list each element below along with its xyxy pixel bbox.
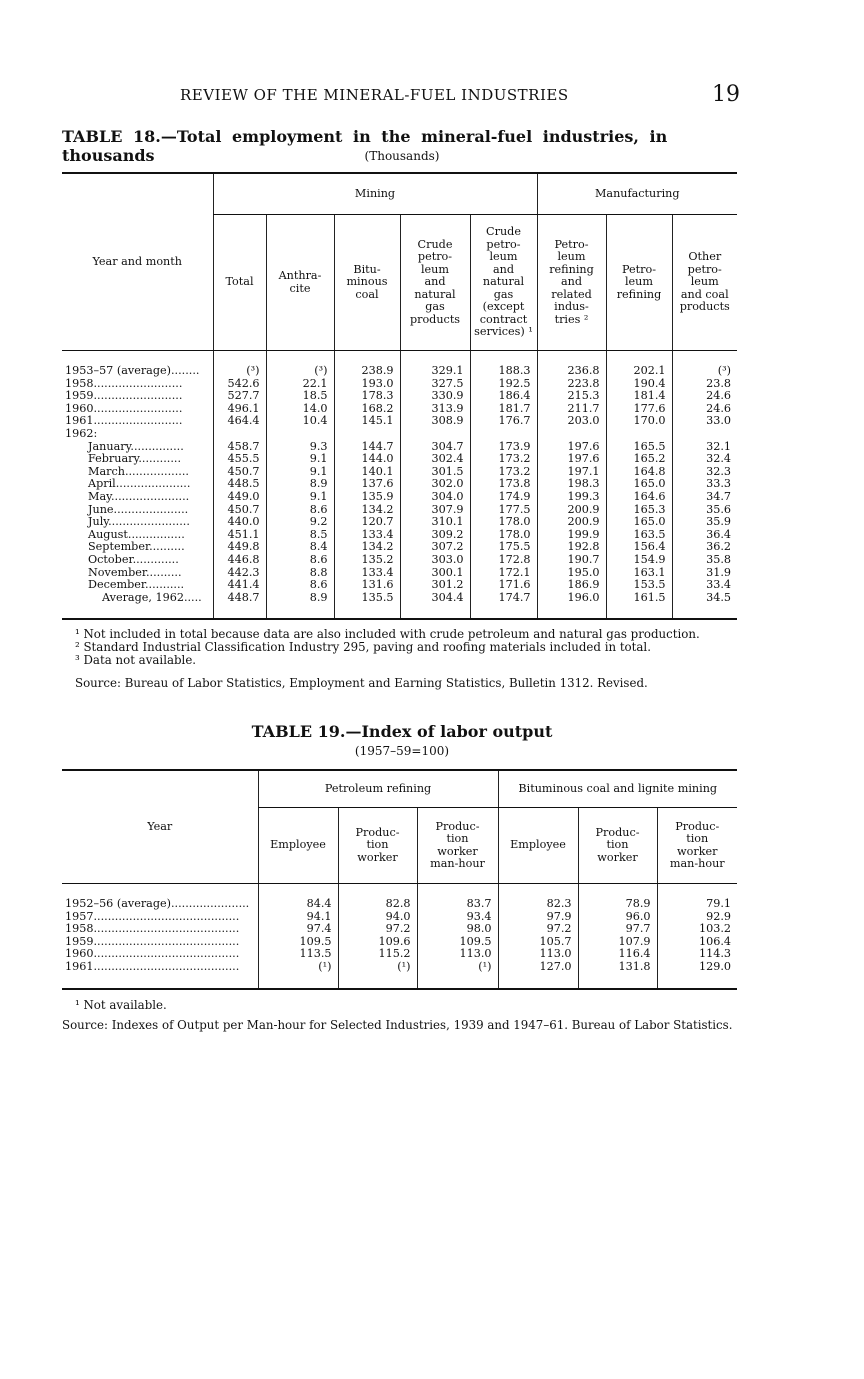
table-cell: (¹) <box>338 961 417 989</box>
table-row <box>62 390 737 403</box>
table-cell: 186.4 <box>470 390 537 403</box>
table-cell: 35.6 <box>672 504 737 517</box>
table-cell: 134.2 <box>334 541 400 554</box>
table-cell: 450.7 <box>213 466 266 479</box>
table19-coal-header: Bituminous coal and lignite mining <box>498 770 737 808</box>
table19-col-header: Employee <box>498 808 578 884</box>
table-cell: 458.7 <box>213 441 266 454</box>
table-cell: 140.1 <box>334 466 400 479</box>
row-label: September.......... <box>88 540 185 554</box>
table18-year-header: Year and month <box>62 173 213 351</box>
table-cell: 9.1 <box>266 466 334 479</box>
table19-subtitle: (1957–59=100) <box>354 744 450 758</box>
table-cell: 174.7 <box>470 592 537 620</box>
table-cell: 97.4 <box>258 923 338 936</box>
table-cell: 181.4 <box>606 390 672 403</box>
table-cell: 449.8 <box>213 541 266 554</box>
row-label: 1957......................................... <box>65 909 240 923</box>
table-cell: 307.2 <box>400 541 470 554</box>
table-cell <box>213 428 266 441</box>
table-cell <box>266 428 334 441</box>
table-cell: 199.9 <box>537 529 606 542</box>
table-cell: 82.8 <box>338 884 417 911</box>
table-cell: 79.1 <box>657 884 737 911</box>
table-cell: 198.3 <box>537 478 606 491</box>
table-cell: 10.4 <box>266 415 334 428</box>
table-cell: 527.7 <box>213 390 266 403</box>
table-cell: 163.5 <box>606 529 672 542</box>
table-cell: 446.8 <box>213 554 266 567</box>
table-row <box>62 516 737 529</box>
running-title: REVIEW OF THE MINERAL-FUEL INDUSTRIES <box>180 86 569 104</box>
table-cell: 8.4 <box>266 541 334 554</box>
table-cell: 188.3 <box>470 351 537 378</box>
table19-col-header: Produc- tion worker man-hour <box>657 808 737 884</box>
table-cell: 33.0 <box>672 415 737 428</box>
table-cell: 199.3 <box>537 491 606 504</box>
table-row <box>62 579 737 592</box>
table-cell: 8.9 <box>266 478 334 491</box>
table-cell: 165.2 <box>606 453 672 466</box>
table-cell: 173.2 <box>470 466 537 479</box>
table-cell: 450.7 <box>213 504 266 517</box>
table-cell: (³) <box>213 351 266 378</box>
table-cell: 135.2 <box>334 554 400 567</box>
table-cell: 153.5 <box>606 579 672 592</box>
table-cell: 97.7 <box>578 923 657 936</box>
table-cell: 164.6 <box>606 491 672 504</box>
table-cell: 300.1 <box>400 567 470 580</box>
table18-mining-header: Mining <box>213 173 537 215</box>
table-cell: 103.2 <box>657 923 737 936</box>
running-header <box>62 82 742 110</box>
table-cell: 165.0 <box>606 516 672 529</box>
table-cell: 442.3 <box>213 567 266 580</box>
table19-title: TABLE 19.—Index of labor output <box>251 722 553 741</box>
table-cell: 36.2 <box>672 541 737 554</box>
row-label: April..................... <box>88 477 191 491</box>
table-cell: 464.4 <box>213 415 266 428</box>
table-cell: 496.1 <box>213 403 266 416</box>
table-cell: 304.7 <box>400 441 470 454</box>
table-cell: 8.6 <box>266 504 334 517</box>
table19 <box>62 769 737 990</box>
table-cell: 131.6 <box>334 579 400 592</box>
table-cell: 302.0 <box>400 478 470 491</box>
table-cell: 36.4 <box>672 529 737 542</box>
table-cell: 177.6 <box>606 403 672 416</box>
row-label: 1959......................... <box>65 389 183 403</box>
table-cell: 9.2 <box>266 516 334 529</box>
row-label: 1953–57 (average)........ <box>65 364 200 377</box>
table-cell: 193.0 <box>334 378 400 391</box>
row-label: Average, 1962..... <box>62 592 213 620</box>
row-label: March.................. <box>88 464 189 478</box>
table18-col-header: Anthra- cite <box>266 215 334 351</box>
table-cell: 161.5 <box>606 592 672 620</box>
table-cell: 308.9 <box>400 415 470 428</box>
table-cell: 165.5 <box>606 441 672 454</box>
table-cell: 178.3 <box>334 390 400 403</box>
footnote: ¹ Not included in total because data are also included with crude petroleum and natural gas production. <box>75 627 700 641</box>
table-cell <box>537 428 606 441</box>
table-cell: 114.3 <box>657 948 737 961</box>
table-cell: 145.1 <box>334 415 400 428</box>
table18-source: Source: Bureau of Labor Statistics, Employment and Earning Statistics, Bulletin 1312. Revised. <box>75 676 648 690</box>
table-cell: 202.1 <box>606 351 672 378</box>
table-cell: 24.6 <box>672 390 737 403</box>
table-cell: 97.2 <box>498 923 578 936</box>
table-cell: 304.0 <box>400 491 470 504</box>
table-row <box>62 428 737 441</box>
page-number: 19 <box>712 82 740 107</box>
table-cell: 9.1 <box>266 453 334 466</box>
footnote: ³ Data not available. <box>75 653 197 667</box>
table-cell: 313.9 <box>400 403 470 416</box>
table-cell: 190.7 <box>537 554 606 567</box>
table-cell: 190.4 <box>606 378 672 391</box>
table-cell: 144.0 <box>334 453 400 466</box>
table-cell: 178.0 <box>470 529 537 542</box>
table-cell: 109.5 <box>258 936 338 949</box>
table19-col-header: Produc- tion worker <box>338 808 417 884</box>
table-cell: 196.0 <box>537 592 606 620</box>
table-cell: 120.7 <box>334 516 400 529</box>
table-cell: 8.6 <box>266 554 334 567</box>
table-cell: 18.5 <box>266 390 334 403</box>
row-label: 1959......................................... <box>65 934 240 948</box>
table-cell: 186.9 <box>537 579 606 592</box>
table-cell: 154.9 <box>606 554 672 567</box>
table-cell: 302.4 <box>400 453 470 466</box>
table-cell: 82.3 <box>498 884 578 911</box>
table18-manufacturing-header: Manufacturing <box>537 173 737 215</box>
table-cell: 176.7 <box>470 415 537 428</box>
table-cell: 192.5 <box>470 378 537 391</box>
table-cell: 92.9 <box>657 911 737 924</box>
table-cell: 84.4 <box>258 884 338 911</box>
table-cell: 24.6 <box>672 403 737 416</box>
table-cell: 156.4 <box>606 541 672 554</box>
table-cell: 129.0 <box>657 961 737 989</box>
table-cell <box>334 428 400 441</box>
table-row <box>62 351 737 378</box>
table-row <box>62 491 737 504</box>
table-row <box>62 415 737 428</box>
table-cell: 174.9 <box>470 491 537 504</box>
table-cell: 31.9 <box>672 567 737 580</box>
table19-source: Source: Indexes of Output per Man-hour for Selected Industries, 1939 and 1947–61. Bureau of Labor Statistics. <box>62 1018 733 1032</box>
table-cell: 455.5 <box>213 453 266 466</box>
table-cell: 330.9 <box>400 390 470 403</box>
table-cell: 309.2 <box>400 529 470 542</box>
row-label: 1958......................... <box>65 376 183 390</box>
table-row <box>62 961 737 989</box>
table19-year-header: Year <box>62 770 258 884</box>
table-cell: 32.1 <box>672 441 737 454</box>
table-cell: 133.4 <box>334 529 400 542</box>
table18-subtitle: (Thousands) <box>364 149 440 163</box>
table-cell: 172.1 <box>470 567 537 580</box>
table-cell: 171.6 <box>470 579 537 592</box>
table-cell: 105.7 <box>498 936 578 949</box>
table-cell: 440.0 <box>213 516 266 529</box>
table-cell: 23.8 <box>672 378 737 391</box>
table-cell: (³) <box>672 351 737 378</box>
row-label: November.......... <box>88 565 182 579</box>
table-cell: 135.9 <box>334 491 400 504</box>
table-cell: 97.9 <box>498 911 578 924</box>
table18-col-header: Crude petro- leum and natural gas (except contract services) ¹ <box>470 215 537 351</box>
table18 <box>62 172 737 620</box>
table-cell: 238.9 <box>334 351 400 378</box>
table19-col-header: Employee <box>258 808 338 884</box>
table-cell: 301.2 <box>400 579 470 592</box>
table-cell: 133.4 <box>334 567 400 580</box>
table-cell: 8.5 <box>266 529 334 542</box>
table-cell: 98.0 <box>417 923 498 936</box>
table-cell: 195.0 <box>537 567 606 580</box>
table-cell: 304.4 <box>400 592 470 620</box>
table-cell <box>400 428 470 441</box>
row-label: June..................... <box>88 502 189 516</box>
table-cell: 448.5 <box>213 478 266 491</box>
row-label: 1962: <box>65 426 98 440</box>
table-cell: 197.6 <box>537 441 606 454</box>
row-label: 1961......................... <box>65 414 183 428</box>
table18-col-header: Crude petro- leum and natural gas products <box>400 215 470 351</box>
table-cell: 116.4 <box>578 948 657 961</box>
table19-col-header: Produc- tion worker man-hour <box>417 808 498 884</box>
table-cell: 173.8 <box>470 478 537 491</box>
table-cell: 177.5 <box>470 504 537 517</box>
table-cell: 448.7 <box>213 592 266 620</box>
table18-col-header: Petro- leum refining <box>606 215 672 351</box>
table-cell: 137.6 <box>334 478 400 491</box>
table-cell: 32.4 <box>672 453 737 466</box>
table-cell: 223.8 <box>537 378 606 391</box>
table-cell: 172.8 <box>470 554 537 567</box>
table-cell: 113.5 <box>258 948 338 961</box>
table-cell <box>672 428 737 441</box>
table18-col-header: Petro- leum refining and related indus- tries ² <box>537 215 606 351</box>
table-cell: 8.9 <box>266 592 334 620</box>
table-cell: 33.3 <box>672 478 737 491</box>
table-cell: 34.7 <box>672 491 737 504</box>
table-cell: 542.6 <box>213 378 266 391</box>
row-label: 1961......................................... <box>62 961 258 989</box>
table-cell: 35.9 <box>672 516 737 529</box>
table18-col-header: Bitu- minous coal <box>334 215 400 351</box>
table-cell: 163.1 <box>606 567 672 580</box>
row-label: 1952–56 (average)...................... <box>65 897 250 910</box>
table-cell: 8.8 <box>266 567 334 580</box>
row-label: July....................... <box>88 515 190 529</box>
table-cell: 83.7 <box>417 884 498 911</box>
table-cell: 94.0 <box>338 911 417 924</box>
table-cell: 93.4 <box>417 911 498 924</box>
table-cell: 32.3 <box>672 466 737 479</box>
table-row <box>62 554 737 567</box>
row-label: October............. <box>88 552 179 566</box>
table-cell: (³) <box>266 351 334 378</box>
table-cell: 109.6 <box>338 936 417 949</box>
table-cell: 113.0 <box>498 948 578 961</box>
table-cell: 200.9 <box>537 516 606 529</box>
table-cell <box>470 428 537 441</box>
table-cell: 33.4 <box>672 579 737 592</box>
table-cell: (¹) <box>258 961 338 989</box>
table-cell: (¹) <box>417 961 498 989</box>
table-cell: 168.2 <box>334 403 400 416</box>
table-cell: 175.5 <box>470 541 537 554</box>
row-label: 1960......................... <box>65 401 183 415</box>
table-cell: 134.2 <box>334 504 400 517</box>
table-cell: 200.9 <box>537 504 606 517</box>
table-cell: 203.0 <box>537 415 606 428</box>
table-cell: 173.9 <box>470 441 537 454</box>
table-cell: 94.1 <box>258 911 338 924</box>
table-row <box>62 884 737 911</box>
table-cell: 173.2 <box>470 453 537 466</box>
table-cell: 109.5 <box>417 936 498 949</box>
row-label: August................ <box>88 527 185 541</box>
row-label: 1960......................................... <box>65 947 240 961</box>
table-cell: 197.6 <box>537 453 606 466</box>
table-cell: 165.3 <box>606 504 672 517</box>
row-label: February............ <box>88 452 182 466</box>
table-cell: 301.5 <box>400 466 470 479</box>
table-cell: 441.4 <box>213 579 266 592</box>
footnote: ¹ Not available. <box>75 998 167 1012</box>
table-cell: 178.0 <box>470 516 537 529</box>
table19-refining-header: Petroleum refining <box>258 770 498 808</box>
table-cell: 303.0 <box>400 554 470 567</box>
table-cell: 9.1 <box>266 491 334 504</box>
footnote: ² Standard Industrial Classification Industry 295, paving and roofing materials included in total. <box>75 640 651 654</box>
table-cell: 327.5 <box>400 378 470 391</box>
table-cell: 197.1 <box>537 466 606 479</box>
table18-title: TABLE 18.—Total employment in the mineral-fuel industries, in thousands <box>62 127 668 165</box>
table-cell: 113.0 <box>417 948 498 961</box>
table-cell: 97.2 <box>338 923 417 936</box>
table-cell: 115.2 <box>338 948 417 961</box>
table-cell: 192.8 <box>537 541 606 554</box>
table-cell: 165.0 <box>606 478 672 491</box>
table19-col-header: Produc- tion worker <box>578 808 657 884</box>
table-cell: 135.5 <box>334 592 400 620</box>
table-cell: 307.9 <box>400 504 470 517</box>
table-cell: 181.7 <box>470 403 537 416</box>
table-row <box>62 453 737 466</box>
table-cell: 449.0 <box>213 491 266 504</box>
table-cell: 170.0 <box>606 415 672 428</box>
row-label: May...................... <box>88 489 190 503</box>
table-cell: 106.4 <box>657 936 737 949</box>
table-cell: 96.0 <box>578 911 657 924</box>
table-cell: 131.8 <box>578 961 657 989</box>
table-cell: 9.3 <box>266 441 334 454</box>
table-cell: 236.8 <box>537 351 606 378</box>
table-cell: 310.1 <box>400 516 470 529</box>
table-cell <box>606 428 672 441</box>
table-row <box>62 592 737 620</box>
table-cell: 144.7 <box>334 441 400 454</box>
table-cell: 35.8 <box>672 554 737 567</box>
table-cell: 8.6 <box>266 579 334 592</box>
row-label: December........... <box>88 578 185 592</box>
table-cell: 107.9 <box>578 936 657 949</box>
table-cell: 127.0 <box>498 961 578 989</box>
table-cell: 22.1 <box>266 378 334 391</box>
table19-footnotes <box>75 999 745 1012</box>
table-cell: 164.8 <box>606 466 672 479</box>
table-cell: 329.1 <box>400 351 470 378</box>
table-cell: 215.3 <box>537 390 606 403</box>
table-cell: 211.7 <box>537 403 606 416</box>
table-cell: 451.1 <box>213 529 266 542</box>
row-label: January............... <box>88 439 184 453</box>
table-cell: 14.0 <box>266 403 334 416</box>
table18-col-header: Total <box>213 215 266 351</box>
row-label: 1958......................................... <box>65 922 240 936</box>
table-cell: 78.9 <box>578 884 657 911</box>
table18-footnotes <box>75 628 745 667</box>
table-row <box>62 923 737 936</box>
table-cell: 34.5 <box>672 592 737 620</box>
table18-col-header: Other petro- leum and coal products <box>672 215 737 351</box>
